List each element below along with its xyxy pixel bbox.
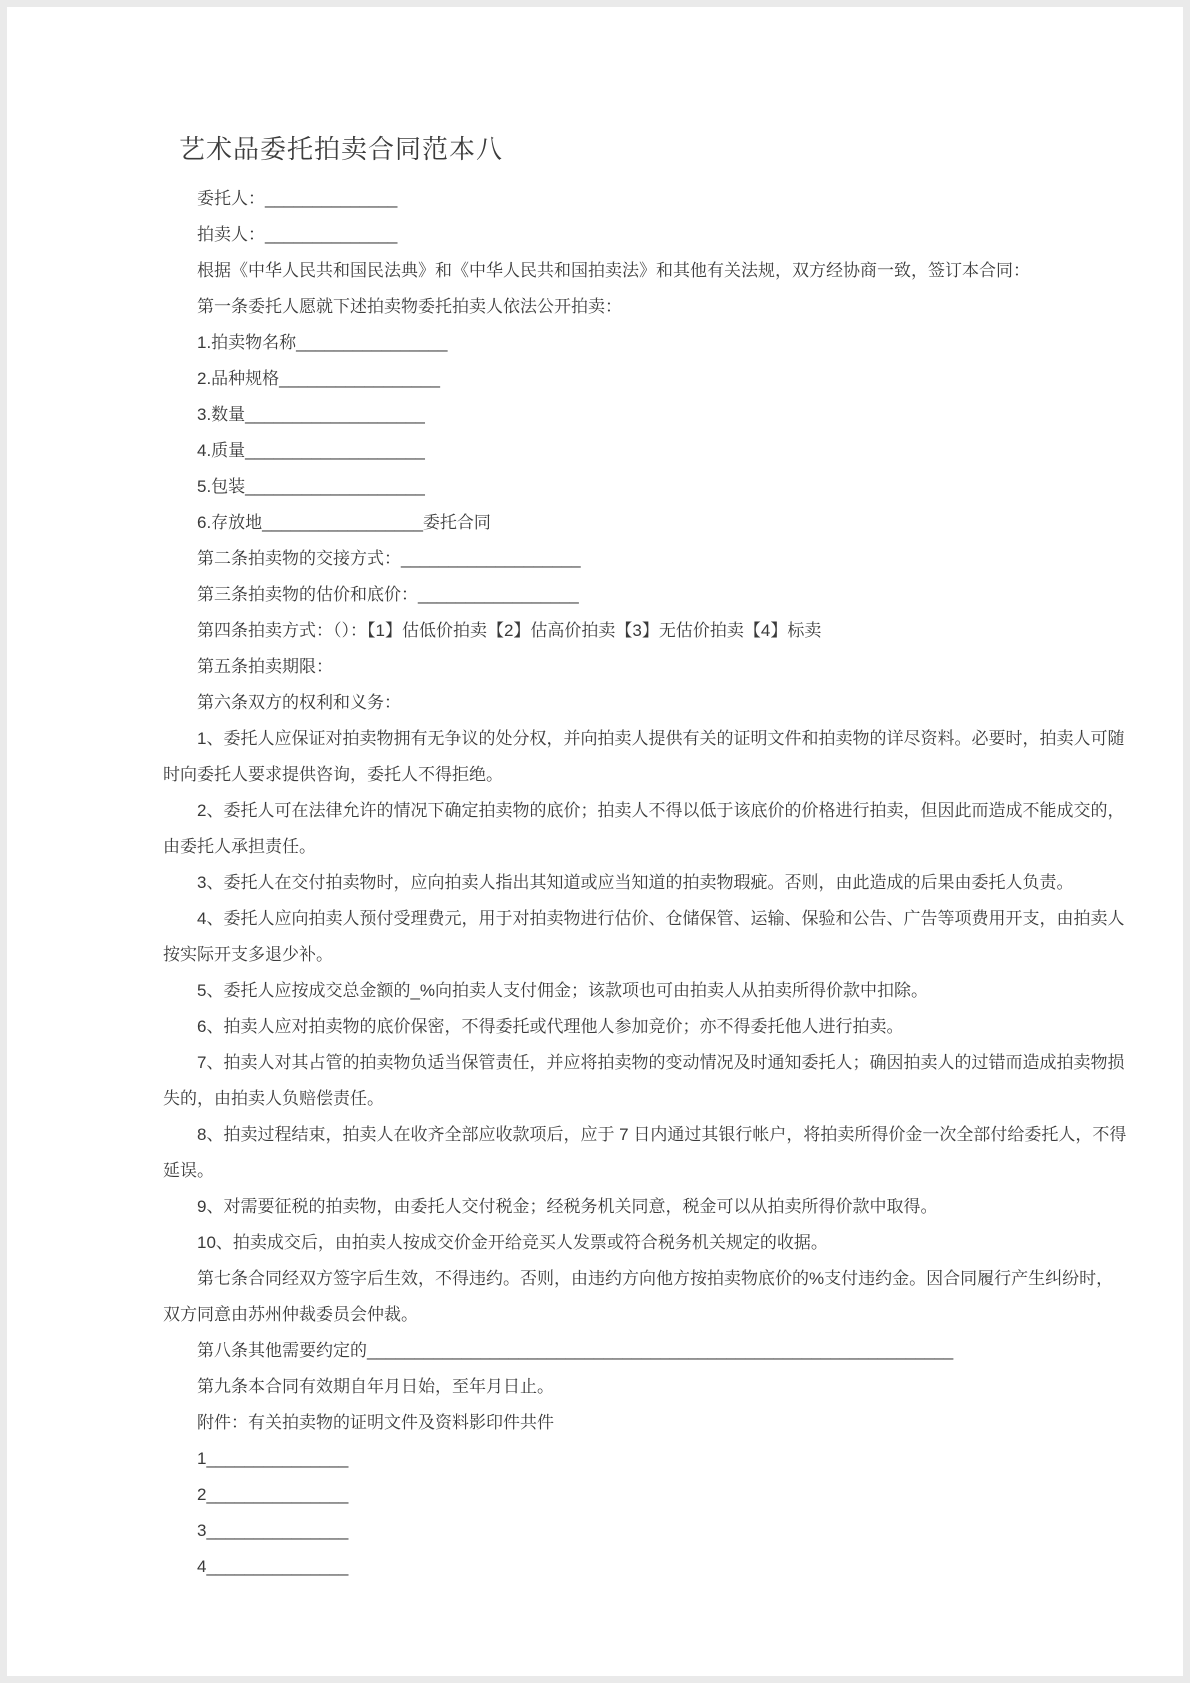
page-title: 艺术品委托拍卖合同范本八 [179,135,504,164]
line-article-2: 第二条拍卖物的交接方式：___________________ [197,548,581,568]
line-clause-2: 2、委托人可在法律允许的情况下确定拍卖物的底价；拍卖人不得以低于该底价的价格进行拍卖，但因此而造成不能成交的，由委托人承担责任。 [163,800,1125,856]
line-attachment-blank-2: 2_______________ [197,1484,349,1504]
line-item-packaging: 5.包装___________________ [197,476,425,496]
line-attachment: 附件：有关拍卖物的证明文件及资料影印件共件 [197,1412,554,1432]
line-clause-3: 3、委托人在交付拍卖物时，应向拍卖人指出其知道或应当知道的拍卖物瑕疵。否则，由此造成的后果由委托人负责。 [197,872,1074,892]
line-attachment-blank-4: 4_______________ [197,1556,349,1576]
line-consignor-blank: 委托人：______________ [197,188,398,208]
line-clause-5: 5、委托人应按成交总金额的_%向拍卖人支付佣金；该款项也可由拍卖人从拍卖所得价款中扣除。 [197,980,929,1000]
line-clause-8: 8、拍卖过程结束，拍卖人在收齐全部应收款项后，应于 7 日内通过其银行帐户，将拍卖所得价金一次全部付给委托人，不得延误。 [163,1124,1127,1180]
line-attachment-blank-3: 3_______________ [197,1520,349,1540]
line-clause-4: 4、委托人应向拍卖人预付受理费元，用于对拍卖物进行估价、仓储保管、运输、保验和公告、广告等项费用开支，由拍卖人按实际开支多退少补。 [163,908,1125,964]
line-clause-6: 6、拍卖人应对拍卖物的底价保密，不得委托或代理他人参加竞价；亦不得委托他人进行拍卖。 [197,1016,904,1036]
line-clause-1: 1、委托人应保证对拍卖物拥有无争议的处分权，并向拍卖人提供有关的证明文件和拍卖物的详尽资料。必要时，拍卖人可随时向委托人要求提供咨询，委托人不得拒绝。 [163,728,1125,784]
line-auctioneer-blank: 拍卖人：______________ [197,224,398,244]
line-article-1: 第一条委托人愿就下述拍卖物委托拍卖人依法公开拍卖： [197,296,622,316]
line-preamble: 根据《中华人民共和国民法典》和《中华人民共和国拍卖法》和其他有关法规，双方经协商一致，签订本合同： [197,260,1030,280]
line-article-9: 第九条本合同有效期自年月日始，至年月日止。 [197,1376,554,1396]
line-article-6: 第六条双方的权利和义务： [197,692,401,712]
line-item-storage: 6.存放地_________________委托合同 [197,512,491,532]
line-article-7: 第七条合同经双方签字后生效，不得违约。否则，由违约方向他方按拍卖物底价的%支付违约金。因合同履行产生纠纷时，双方同意由苏州仲裁委员会仲裁。 [163,1268,1114,1324]
contract-body [163,181,1129,1585]
page-content [7,7,1183,1676]
line-article-3: 第三条拍卖物的估价和底价：_________________ [197,584,579,604]
line-item-quality: 4.质量___________________ [197,440,425,460]
line-clause-10: 10、拍卖成交后，由拍卖人按成交价金开给竞买人发票或符合税务机关规定的收据。 [197,1232,828,1252]
line-clause-9: 9、对需要征税的拍卖物，由委托人交付税金；经税务机关同意，税金可以从拍卖所得价款中取得。 [197,1196,938,1216]
line-attachment-blank-1: 1_______________ [197,1448,349,1468]
line-clause-7: 7、拍卖人对其占管的拍卖物负适当保管责任，并应将拍卖物的变动情况及时通知委托人；确因拍卖人的过错而造成拍卖物损失的，由拍卖人负赔偿责任。 [163,1052,1125,1108]
line-article-4: 第四条拍卖方式：（）：【1】估低价拍卖【2】估高价拍卖【3】无估价拍卖【4】标卖 [197,620,822,640]
line-item-name: 1.拍卖物名称________________ [197,332,448,352]
line-article-8: 第八条其他需要约定的______________________________________________________________ [197,1340,954,1360]
line-article-5: 第五条拍卖期限： [197,656,333,676]
line-item-quantity: 3.数量___________________ [197,404,425,424]
line-item-spec: 2.品种规格_________________ [197,368,440,388]
